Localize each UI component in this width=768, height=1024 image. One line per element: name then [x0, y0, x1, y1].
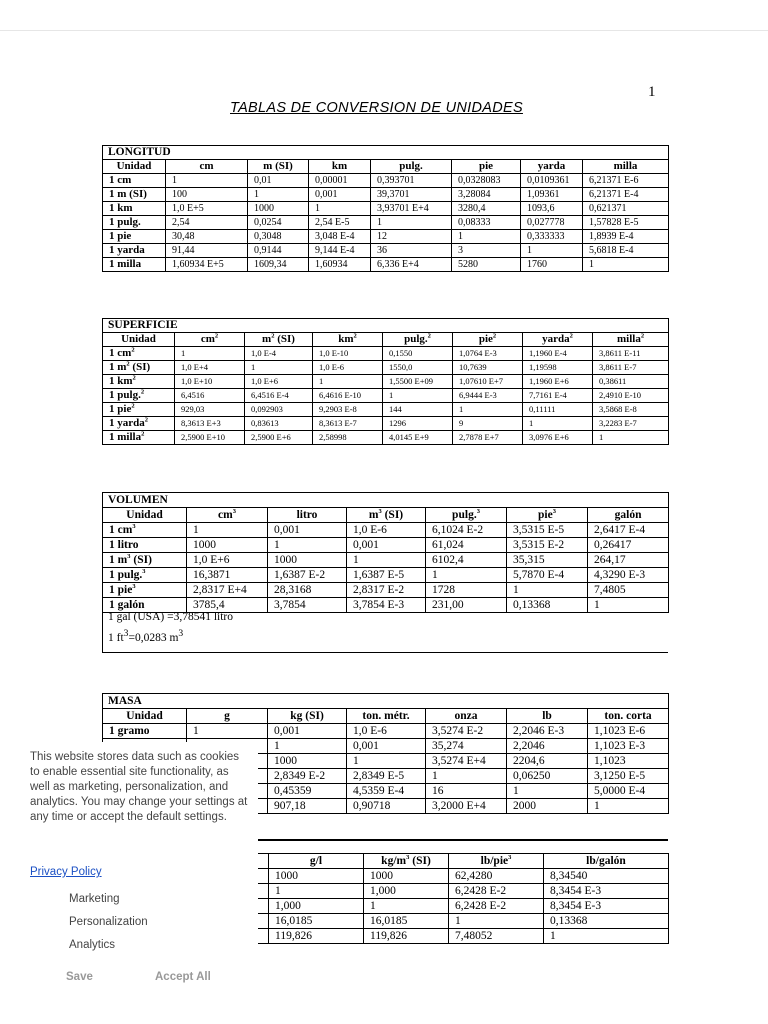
- table-cell: 7,7161 E-4: [523, 389, 593, 403]
- table-row: [103, 583, 669, 598]
- table-cell: 1: [371, 216, 452, 230]
- header-cell: Unidad: [103, 709, 187, 724]
- table-cell: 28,3168: [268, 583, 347, 598]
- table-cell: 1,0 E-6: [347, 724, 426, 739]
- table-cell: 3785,4: [187, 598, 268, 613]
- table-cell: 1: [583, 258, 669, 272]
- header-cell: m (SI): [248, 160, 309, 174]
- table-cell: 1: [166, 174, 248, 188]
- table-row: [103, 538, 669, 553]
- row-header-cell: 1 $m^3$ (SI): [103, 553, 187, 568]
- table-cell: 0,027778: [521, 216, 583, 230]
- save-button[interactable]: Save: [66, 971, 93, 983]
- table-cell: 7,4805: [588, 583, 669, 598]
- table-cell: 1: [364, 899, 449, 914]
- table-cell: 2,2046: [507, 739, 588, 754]
- cookie-option-analytics[interactable]: Analytics: [69, 939, 116, 951]
- row-header-cell: 1 $m^2$ (SI): [103, 361, 175, 375]
- table-cell: 9,2903 E-8: [313, 403, 383, 417]
- table-row: [103, 361, 669, 375]
- table-cell: 6,2428 E-2: [449, 884, 544, 899]
- table-cell: 1728: [426, 583, 507, 598]
- table-cell: 1,8939 E-4: [583, 230, 669, 244]
- table-row: [103, 174, 669, 188]
- table-cell: 0,9144: [248, 244, 309, 258]
- table-cell: 1: [507, 784, 588, 799]
- table-cell: 1: [313, 375, 383, 389]
- table-cell: 91,44: [166, 244, 248, 258]
- table-cell: 1,1960 E-4: [523, 347, 593, 361]
- header-cell: ton. corta: [588, 709, 669, 724]
- table-cell: 1760: [521, 258, 583, 272]
- table-cell: 6,336 E+4: [371, 258, 452, 272]
- header-cell: $m^2$ (SI): [245, 333, 313, 347]
- table-cell: 0,621371: [583, 202, 669, 216]
- table-row: [103, 389, 669, 403]
- volumen-header-row: [103, 508, 669, 523]
- table-cell: 3: [452, 244, 521, 258]
- table-cell: 3,2000 E+4: [426, 799, 507, 814]
- table-cell: 16: [426, 784, 507, 799]
- table-cell: 1,6387 E-5: [347, 568, 426, 583]
- table-cell: 0,13368: [544, 914, 669, 929]
- volumen-notes-border-left: [102, 606, 103, 652]
- table-cell: 39,3701: [371, 188, 452, 202]
- header-cell: kg (SI): [268, 709, 347, 724]
- header-cell: g: [187, 709, 268, 724]
- table-cell: 1: [453, 403, 523, 417]
- table-cell: 30,48: [166, 230, 248, 244]
- table-cell: 1000: [268, 754, 347, 769]
- table-cell: 2,5900 E+6: [245, 431, 313, 445]
- table-cell: 6,1024 E-2: [426, 523, 507, 538]
- table-cell: 1,1023: [588, 754, 669, 769]
- header-cell: onza: [426, 709, 507, 724]
- table-cell: 36: [371, 244, 452, 258]
- table-cell: 1: [175, 347, 245, 361]
- table-cell: 1,0 E+6: [245, 375, 313, 389]
- header-cell: $cm^3$: [187, 508, 268, 523]
- header-cell: Unidad: [103, 508, 187, 523]
- table-cell: 1000: [248, 202, 309, 216]
- table-cell: 9: [453, 417, 523, 431]
- volumen-title: VOLUMEN: [103, 493, 669, 508]
- table-cell: 1093,6: [521, 202, 583, 216]
- table-cell: 1: [588, 598, 669, 613]
- header-cell: litro: [268, 508, 347, 523]
- table-cell: 1: [523, 417, 593, 431]
- header-cell: yarda$^2$: [523, 333, 593, 347]
- table-cell: 2,5900 E+10: [175, 431, 245, 445]
- table-cell: 1,5500 E+09: [383, 375, 453, 389]
- row-header-cell: 1 m (SI): [103, 188, 166, 202]
- table-cell: 3,5315 E-2: [507, 538, 588, 553]
- table-cell: 4,5359 E-4: [347, 784, 426, 799]
- table-cell: 1: [245, 361, 313, 375]
- table-cell: 3,5868 E-8: [593, 403, 669, 417]
- table-cell: 5,7870 E-4: [507, 568, 588, 583]
- table-cell: 1: [449, 914, 544, 929]
- table-cell: 3,8611 E-7: [593, 361, 669, 375]
- table-cell: 2204,6: [507, 754, 588, 769]
- table-cell: 1,57828 E-5: [583, 216, 669, 230]
- table-cell: 231,00: [426, 598, 507, 613]
- table-cell: 1,6387 E-2: [268, 568, 347, 583]
- table-cell: 12: [371, 230, 452, 244]
- masa-title: MASA: [103, 694, 669, 709]
- table-cell: 1,1023 E-3: [588, 739, 669, 754]
- table-cell: 0,01: [248, 174, 309, 188]
- table-cell: 0,393701: [371, 174, 452, 188]
- row-header-cell: 1 pie$^3$: [103, 583, 187, 598]
- table-cell: 3,2283 E-7: [593, 417, 669, 431]
- table-row: [103, 216, 669, 230]
- table-cell: 1: [521, 244, 583, 258]
- table-cell: 0,06250: [507, 769, 588, 784]
- table-cell: 1: [268, 739, 347, 754]
- table-cell: 3,93701 E+4: [371, 202, 452, 216]
- table-cell: 0,13368: [507, 598, 588, 613]
- table-cell: 1,60934: [309, 258, 371, 272]
- header-cell: pulg.$^2$: [383, 333, 453, 347]
- row-header-cell: 1 galón: [103, 598, 187, 613]
- table-cell: 2,8349 E-5: [347, 769, 426, 784]
- row-header-cell: 1 $cm^3$: [103, 523, 187, 538]
- table-cell: 8,3454 E-3: [544, 899, 669, 914]
- header-cell: $kg/m^3$ (SI): [364, 854, 449, 869]
- table-cell: 0,0109361: [521, 174, 583, 188]
- table-cell: 1: [426, 769, 507, 784]
- table-cell: 6,21371 E-4: [583, 188, 669, 202]
- table-cell: 8,3613 E+3: [175, 417, 245, 431]
- table-row: [103, 230, 669, 244]
- header-cell: ton. métr.: [347, 709, 426, 724]
- row-header-cell: 1 milla: [103, 258, 166, 272]
- table-cell: 16,3871: [187, 568, 268, 583]
- table-cell: 3280,4: [452, 202, 521, 216]
- table-cell: 1000: [187, 538, 268, 553]
- table-cell: 3,28084: [452, 188, 521, 202]
- table-cell: 0,45359: [268, 784, 347, 799]
- table-cell: 0,1550: [383, 347, 453, 361]
- volumen-notes-border-bottom: [102, 652, 668, 653]
- table-cell: 6,4516 E-4: [245, 389, 313, 403]
- table-cell: 1000: [364, 869, 449, 884]
- table-cell: 0,38611: [593, 375, 669, 389]
- table-cell: 2,4910 E-10: [593, 389, 669, 403]
- table-cell: 1: [452, 230, 521, 244]
- superficie-title: SUPERFICIE: [103, 319, 669, 333]
- table-cell: 0,0328083: [452, 174, 521, 188]
- header-cell: $km^2$: [313, 333, 383, 347]
- table-cell: 119,826: [364, 929, 449, 944]
- table-cell: 16,0185: [269, 914, 364, 929]
- table-cell: 2,6417 E-4: [588, 523, 669, 538]
- table-cell: 5280: [452, 258, 521, 272]
- cookie-option-marketing[interactable]: Marketing: [69, 893, 120, 905]
- masa-header-row: [103, 709, 669, 724]
- table-cell: 0,001: [268, 724, 347, 739]
- table-cell: 2,54: [166, 216, 248, 230]
- header-cell: pie: [452, 160, 521, 174]
- volumen-note-gallon: 1 gal (USA) =3,78541 litro: [108, 611, 233, 623]
- table-row: [103, 347, 669, 361]
- table-cell: 4,3290 E-3: [588, 568, 669, 583]
- table-row: [103, 568, 669, 583]
- table-cell: 2,8349 E-2: [268, 769, 347, 784]
- row-header-cell: 1 pulg.: [103, 216, 166, 230]
- table-cell: 1: [544, 929, 669, 944]
- superficie-header-row: [103, 333, 669, 347]
- header-cell: Unidad: [103, 333, 175, 347]
- header-cell: pie$^3$: [507, 508, 588, 523]
- table-cell: 1,0 E+5: [166, 202, 248, 216]
- row-header-cell: 1 gramo: [103, 724, 187, 739]
- table-cell: 1550,0: [383, 361, 453, 375]
- table-cell: 62,4280: [449, 869, 544, 884]
- table-row: [103, 553, 669, 568]
- superficie-table: [102, 318, 669, 445]
- table-row: [103, 417, 669, 431]
- privacy-policy-link[interactable]: Privacy Policy: [30, 866, 102, 878]
- table-cell: 1,0 E+10: [175, 375, 245, 389]
- table-cell: 35,315: [507, 553, 588, 568]
- cookie-consent-panel: [0, 742, 258, 1012]
- table-cell: 1296: [383, 417, 453, 431]
- row-header-cell: 1 cm: [103, 174, 166, 188]
- longitud-title: LONGITUD: [103, 146, 669, 160]
- table-cell: 0,001: [347, 538, 426, 553]
- header-cell: milla: [583, 160, 669, 174]
- header-cell: g/l: [269, 854, 364, 869]
- row-header-cell: 1 $cm^2$: [103, 347, 175, 361]
- table-cell: 3,1250 E-5: [588, 769, 669, 784]
- longitud-table: [102, 145, 669, 272]
- table-cell: 119,826: [269, 929, 364, 944]
- table-cell: 0,00001: [309, 174, 371, 188]
- row-header-cell: 1 milla$^2$: [103, 431, 175, 445]
- table-cell: 1,0 E-10: [313, 347, 383, 361]
- table-cell: 1,0 E+4: [175, 361, 245, 375]
- header-cell: lb/pie$^3$: [449, 854, 544, 869]
- table-cell: 0,333333: [521, 230, 583, 244]
- table-cell: 1: [268, 538, 347, 553]
- table-cell: 1,0 E-4: [245, 347, 313, 361]
- table-cell: 3,5274 E+4: [426, 754, 507, 769]
- header-cell: pie$^2$: [453, 333, 523, 347]
- longitud-header-row: [103, 160, 669, 174]
- table-cell: 0,08333: [452, 216, 521, 230]
- table-cell: 3,048 E-4: [309, 230, 371, 244]
- table-cell: 1000: [269, 869, 364, 884]
- table-cell: 8,34540: [544, 869, 669, 884]
- table-cell: 1: [593, 431, 669, 445]
- row-header-cell: 1 yarda$^2$: [103, 417, 175, 431]
- header-cell: lb/galón: [544, 854, 669, 869]
- table-cell: 1: [507, 583, 588, 598]
- table-row: [103, 431, 669, 445]
- page-top-border: [0, 30, 768, 31]
- table-cell: 264,17: [588, 553, 669, 568]
- table-cell: 907,18: [268, 799, 347, 814]
- table-cell: 2,54 E-5: [309, 216, 371, 230]
- header-cell: lb: [507, 709, 588, 724]
- table-cell: 929,03: [175, 403, 245, 417]
- table-cell: 7,48052: [449, 929, 544, 944]
- table-cell: 1,19598: [523, 361, 593, 375]
- row-header-cell: 1 pulg.$^3$: [103, 568, 187, 583]
- table-cell: 1,09361: [521, 188, 583, 202]
- table-row: [103, 724, 669, 739]
- table-cell: 1,07610 E+7: [453, 375, 523, 389]
- table-cell: 3,8611 E-11: [593, 347, 669, 361]
- table-cell: 9,144 E-4: [309, 244, 371, 258]
- table-cell: 8,3454 E-3: [544, 884, 669, 899]
- table-row: [103, 244, 669, 258]
- table-cell: 1,0 E-6: [347, 523, 426, 538]
- table-cell: 0,001: [309, 188, 371, 202]
- header-cell: pulg.: [371, 160, 452, 174]
- table-cell: 4,0145 E+9: [383, 431, 453, 445]
- table-cell: 1: [347, 553, 426, 568]
- table-cell: 0,0254: [248, 216, 309, 230]
- table-row: [103, 258, 669, 272]
- table-cell: 3,5315 E-5: [507, 523, 588, 538]
- table-cell: 0,001: [347, 739, 426, 754]
- table-cell: 6,4616 E-10: [313, 389, 383, 403]
- table-cell: 10,7639: [453, 361, 523, 375]
- table-cell: 5,6818 E-4: [583, 244, 669, 258]
- table-cell: 3,5274 E-2: [426, 724, 507, 739]
- table-cell: 1,1960 E+6: [523, 375, 593, 389]
- table-cell: 2,7878 E+7: [453, 431, 523, 445]
- table-cell: 2,2046 E-3: [507, 724, 588, 739]
- table-cell: 1: [187, 724, 268, 739]
- accept-all-button[interactable]: Accept All: [155, 971, 211, 983]
- row-header-cell: 1 pulg.$^2$: [103, 389, 175, 403]
- volumen-table: [102, 492, 669, 613]
- table-cell: 0,83613: [245, 417, 313, 431]
- table-row: [103, 523, 669, 538]
- row-header-cell: 1 yarda: [103, 244, 166, 258]
- table-cell: 0,11111: [523, 403, 593, 417]
- table-row: [103, 188, 669, 202]
- table-cell: 1,0 E-6: [313, 361, 383, 375]
- table-cell: 0,001: [268, 523, 347, 538]
- table-cell: 6102,4: [426, 553, 507, 568]
- table-cell: 1: [383, 389, 453, 403]
- table-cell: 8,3613 E-7: [313, 417, 383, 431]
- table-cell: 1,1023 E-6: [588, 724, 669, 739]
- table-cell: 144: [383, 403, 453, 417]
- table-cell: 2,8317 E-2: [347, 583, 426, 598]
- table-cell: 1: [248, 188, 309, 202]
- table-row: [103, 403, 669, 417]
- table-cell: 3,0976 E+6: [523, 431, 593, 445]
- header-cell: $cm^2$: [175, 333, 245, 347]
- header-cell: Unidad: [103, 160, 166, 174]
- table-cell: 1,000: [364, 884, 449, 899]
- table-cell: 1: [187, 523, 268, 538]
- row-header-cell: 1 $km^2$: [103, 375, 175, 389]
- table-cell: 1: [426, 568, 507, 583]
- document-title: TABLAS DE CONVERSION DE UNIDADES: [230, 100, 523, 116]
- table-cell: 3,7854: [268, 598, 347, 613]
- table-cell: 6,9444 E-3: [453, 389, 523, 403]
- table-cell: 61,024: [426, 538, 507, 553]
- table-cell: 2000: [507, 799, 588, 814]
- volumen-note-cubic-foot: 1 $ft^3=0,0283$ $m^3$: [108, 628, 184, 644]
- table-cell: 0,90718: [347, 799, 426, 814]
- table-cell: 1,000: [269, 899, 364, 914]
- header-cell: km: [309, 160, 371, 174]
- row-header-cell: 1 litro: [103, 538, 187, 553]
- header-cell: yarda: [521, 160, 583, 174]
- table-cell: 0,3048: [248, 230, 309, 244]
- table-cell: 1: [347, 754, 426, 769]
- header-cell: $m^3$ (SI): [347, 508, 426, 523]
- table-cell: 100: [166, 188, 248, 202]
- table-row: [103, 202, 669, 216]
- row-header-cell: 1 km: [103, 202, 166, 216]
- table-cell: 1609,34: [248, 258, 309, 272]
- table-cell: 35,274: [426, 739, 507, 754]
- table-cell: 1,0 E+6: [187, 553, 268, 568]
- table-cell: 6,2428 E-2: [449, 899, 544, 914]
- table-cell: 1000: [268, 553, 347, 568]
- table-cell: 16,0185: [364, 914, 449, 929]
- table-row: [103, 375, 669, 389]
- cookie-option-personalization[interactable]: Personalization: [69, 916, 148, 928]
- table-cell: 1: [269, 884, 364, 899]
- table-cell: 3,7854 E-3: [347, 598, 426, 613]
- table-cell: 2,58998: [313, 431, 383, 445]
- row-header-cell: 1 pie$^2$: [103, 403, 175, 417]
- table-cell: 6,4516: [175, 389, 245, 403]
- header-cell: galón: [588, 508, 669, 523]
- table-cell: 2,8317 E+4: [187, 583, 268, 598]
- table-cell: 1,60934 E+5: [166, 258, 248, 272]
- page-number: 1: [648, 84, 656, 100]
- table-cell: 1,0764 E-3: [453, 347, 523, 361]
- table-cell: 6,21371 E-6: [583, 174, 669, 188]
- cookie-consent-text: This website stores data such as cookies to enable essential site functionality, as well as marketing, personalization, and analytics. You may change your settings at any time or accept the default settings.: [30, 751, 248, 823]
- row-header-cell: 1 pie: [103, 230, 166, 244]
- table-cell: 0,26417: [588, 538, 669, 553]
- table-cell: 0,092903: [245, 403, 313, 417]
- header-cell: milla$^2$: [593, 333, 669, 347]
- table-cell: 1: [588, 799, 669, 814]
- table-cell: 1: [309, 202, 371, 216]
- table-cell: 5,0000 E-4: [588, 784, 669, 799]
- header-cell: cm: [166, 160, 248, 174]
- header-cell: pulg.$^3$: [426, 508, 507, 523]
